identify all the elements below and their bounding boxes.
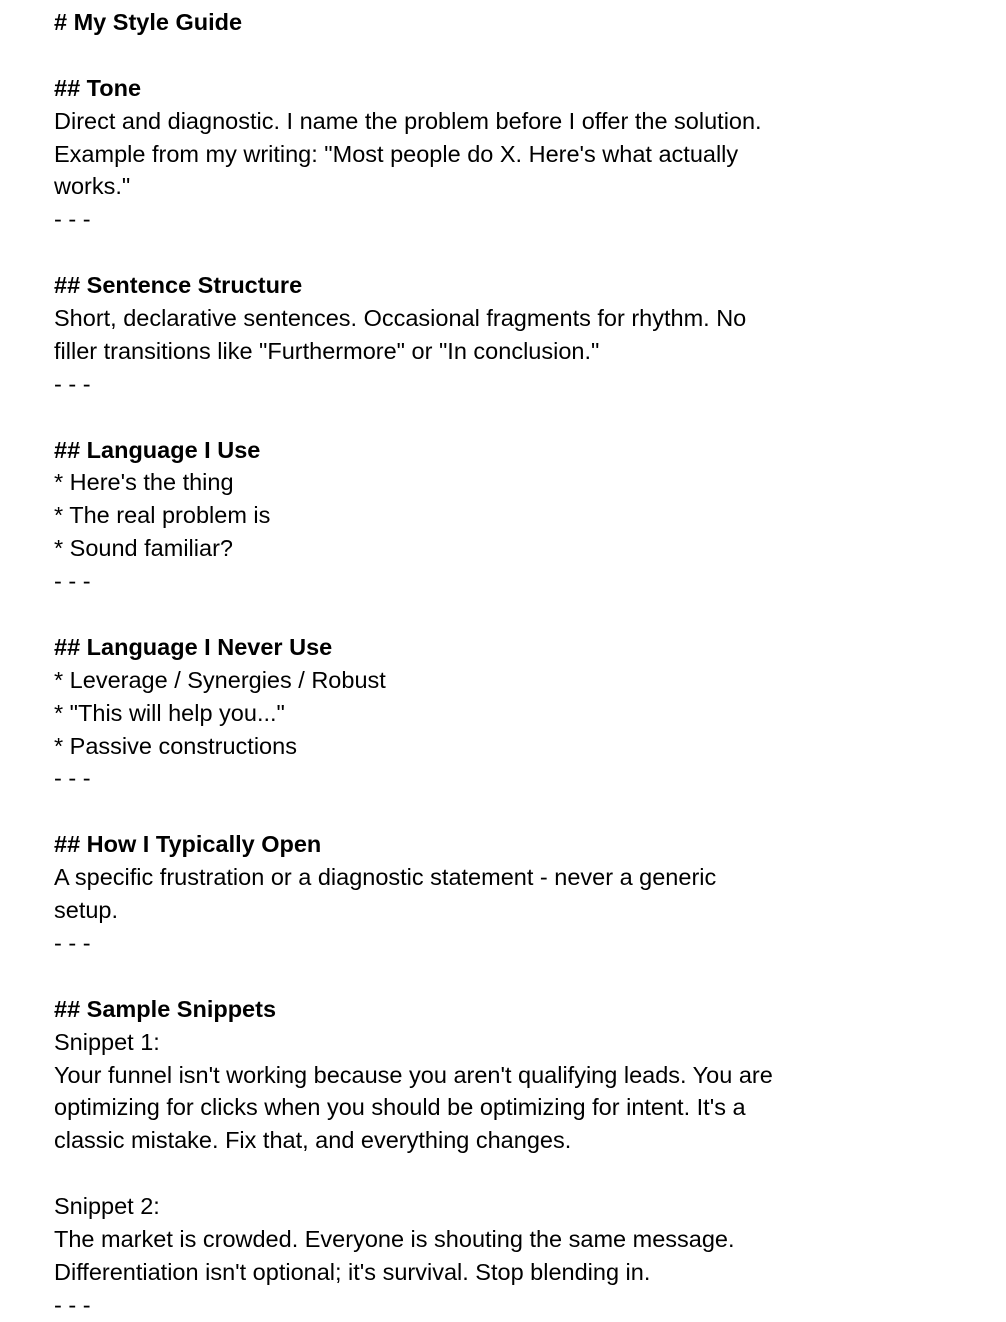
- section-sample-snippets: [54, 993, 954, 1322]
- section-divider: - - -: [54, 370, 91, 397]
- snippet-line: optimizing for clicks when you should be optimizing for intent. It's a: [54, 1094, 746, 1121]
- section-tone: [54, 72, 954, 236]
- blank-line: [54, 960, 954, 993]
- body-line: filler transitions like "Furthermore" or "In conclusion.": [54, 337, 600, 364]
- section-divider: - - -: [54, 568, 91, 595]
- section-heading: ## Language I Never Use: [54, 633, 333, 660]
- snippet-label: Snippet 1:: [54, 1028, 160, 1055]
- list-item: * Passive constructions: [54, 732, 297, 759]
- section-heading: ## Sentence Structure: [54, 272, 303, 299]
- section-how-i-open: [54, 828, 954, 960]
- blank-line: [54, 1157, 954, 1190]
- body-line: Direct and diagnostic. I name the problem before I offer the solution.: [54, 107, 762, 134]
- body-line: setup.: [54, 897, 119, 924]
- snippet-line: Differentiation isn't optional; it's survival. Stop blending in.: [54, 1258, 651, 1285]
- body-line: Example from my writing: "Most people do X. Here's what actually: [54, 140, 739, 167]
- blank-line: [54, 401, 954, 434]
- list-item: * Leverage / Synergies / Robust: [54, 666, 386, 693]
- snippet-line: The market is crowded. Everyone is shouting the same message.: [54, 1225, 735, 1252]
- section-heading: ## Sample Snippets: [54, 995, 277, 1022]
- section-heading: ## Language I Use: [54, 436, 261, 463]
- body-line: A specific frustration or a diagnostic statement - never a generic: [54, 864, 717, 891]
- section-divider: - - -: [54, 929, 91, 956]
- list-item: * The real problem is: [54, 502, 271, 529]
- section-divider: - - -: [54, 206, 91, 233]
- snippet-line: classic mistake. Fix that, and everything changes.: [54, 1127, 572, 1154]
- blank-line: [54, 598, 954, 631]
- list-item: * Here's the thing: [54, 469, 234, 496]
- section-heading: ## How I Typically Open: [54, 831, 322, 858]
- snippet-label: Snippet 2:: [54, 1193, 160, 1220]
- list-item: * Sound familiar?: [54, 535, 233, 562]
- snippet-line: Your funnel isn't working because you aren't qualifying leads. You are: [54, 1061, 773, 1088]
- section-heading: ## Tone: [54, 74, 142, 101]
- list-item: * "This will help you...": [54, 699, 285, 726]
- section-language-i-use: [54, 434, 954, 598]
- document-title: # My Style Guide: [54, 9, 243, 35]
- blank-line: [54, 795, 954, 828]
- section-language-i-never-use: [54, 631, 954, 795]
- section-divider: - - -: [54, 1291, 91, 1318]
- blank-line: [54, 236, 954, 269]
- body-line: works.": [54, 173, 131, 200]
- section-sentence-structure: [54, 269, 954, 401]
- section-divider: - - -: [54, 765, 91, 792]
- blank-line: [54, 39, 954, 72]
- body-line: Short, declarative sentences. Occasional fragments for rhythm. No: [54, 305, 747, 332]
